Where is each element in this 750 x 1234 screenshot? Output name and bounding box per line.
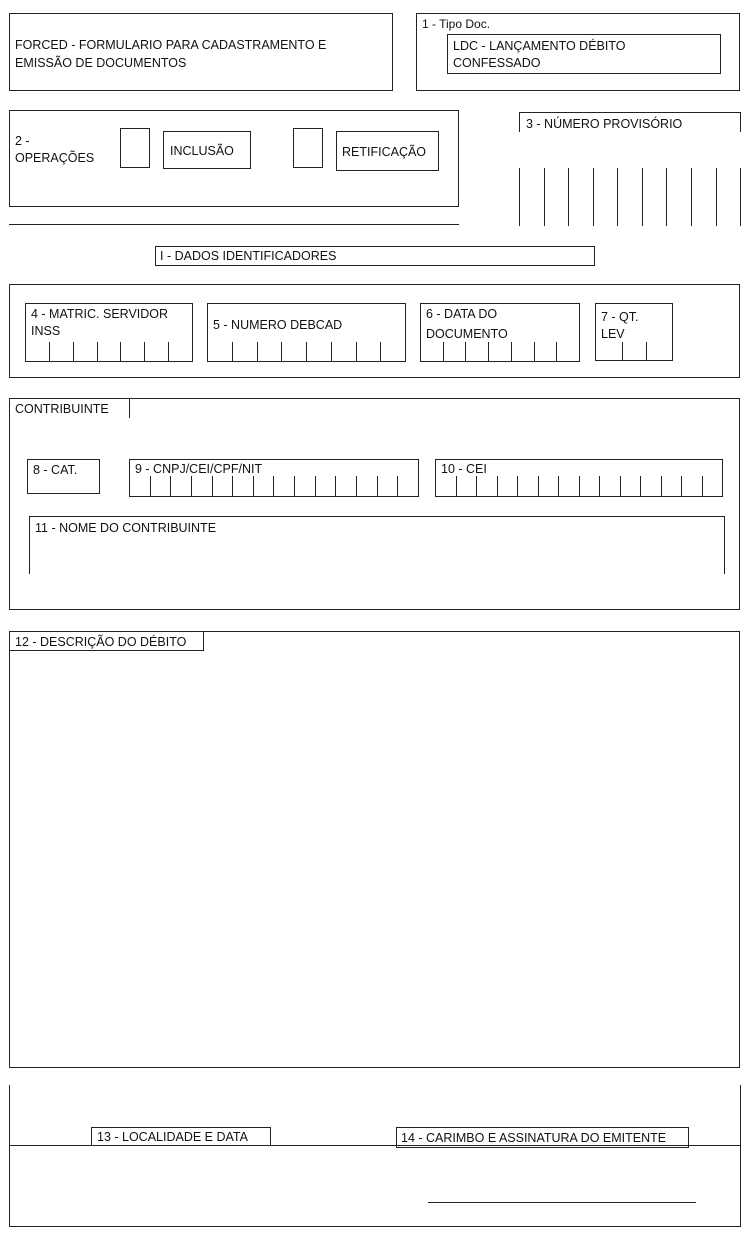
cat-label: 8 - CAT. — [33, 463, 78, 477]
debcad-label: 5 - NUMERO DEBCAD — [213, 318, 343, 332]
qt-tick — [646, 342, 647, 361]
operacoes-label-line2: OPERAÇÕES — [15, 151, 95, 165]
contribuinte-title: CONTRIBUINTE — [15, 402, 109, 416]
numero-provisorio-top-line — [519, 112, 741, 113]
tipo-doc-label: 1 - Tipo Doc. — [422, 17, 491, 31]
numero-provisorio-left-tick — [519, 112, 520, 132]
footer-right-border — [740, 1085, 741, 1227]
operacoes-underline — [9, 224, 459, 225]
cnpj-digit-cells — [129, 476, 419, 497]
matric-label-line1: 4 - MATRIC. SERVIDOR — [31, 307, 169, 321]
data-label-line1: 6 - DATA DO — [426, 307, 498, 321]
cnpj-label: 9 - CNPJ/CEI/CPF/NIT — [135, 462, 263, 476]
qt-tick — [622, 342, 623, 361]
matric-digit-cells — [25, 342, 193, 362]
retificacao-option-label: RETIFICAÇÃO — [342, 145, 427, 159]
contribuinte-title-divider — [129, 398, 130, 418]
tipo-doc-value-line2: CONFESSADO — [453, 56, 541, 70]
qt-label-line1: 7 - QT. — [601, 310, 639, 324]
footer-left-border — [9, 1085, 10, 1227]
debcad-digit-cells — [207, 342, 406, 362]
section-i-title: I - DADOS IDENTIFICADORES — [160, 249, 337, 263]
numero-provisorio-right-tick — [740, 112, 741, 132]
form-title-line2: EMISSÃO DE DOCUMENTOS — [15, 56, 187, 70]
inclusao-option-label: INCLUSÃO — [170, 144, 234, 158]
digit-cell — [544, 168, 569, 226]
numero-provisorio-label: 3 - NÚMERO PROVISÓRIO — [526, 117, 683, 131]
data-digit-cells — [420, 342, 580, 362]
matric-label-line2: INSS — [31, 324, 61, 338]
digit-cell — [593, 168, 618, 226]
descricao-debito-field[interactable] — [9, 631, 740, 1068]
form-title-line1: FORCED - FORMULARIO PARA CADASTRAMENTO E — [15, 38, 327, 52]
numero-provisorio-digit-cells[interactable] — [519, 168, 741, 226]
tipo-doc-value-line1: LDC - LANÇAMENTO DÉBITO — [453, 39, 626, 53]
nome-contribuinte-label: 11 - NOME DO CONTRIBUINTE — [35, 521, 217, 535]
data-label-line2: DOCUMENTO — [426, 327, 508, 341]
cei-label: 10 - CEI — [441, 462, 487, 476]
inclusao-checkbox[interactable] — [120, 128, 150, 168]
digit-cell — [691, 168, 716, 226]
operacoes-label-line1: 2 - — [15, 134, 30, 148]
descricao-label: 12 - DESCRIÇÃO DO DÉBITO — [15, 635, 187, 649]
localidade-label: 13 - LOCALIDADE E DATA — [97, 1130, 248, 1144]
signature-line[interactable] — [428, 1202, 696, 1203]
qt-label-line2: LEV — [601, 327, 625, 341]
cei-digit-cells — [435, 476, 723, 497]
retificacao-checkbox[interactable] — [293, 128, 323, 168]
digit-cell — [617, 168, 642, 226]
digit-cell — [568, 168, 593, 226]
digit-cell — [716, 168, 742, 226]
contribuinte-frame — [9, 398, 740, 610]
footer-bottom-border — [9, 1226, 740, 1227]
digit-cell — [666, 168, 691, 226]
digit-cell — [519, 168, 544, 226]
digit-cell — [642, 168, 667, 226]
carimbo-label: 14 - CARIMBO E ASSINATURA DO EMITENTE — [401, 1131, 667, 1145]
